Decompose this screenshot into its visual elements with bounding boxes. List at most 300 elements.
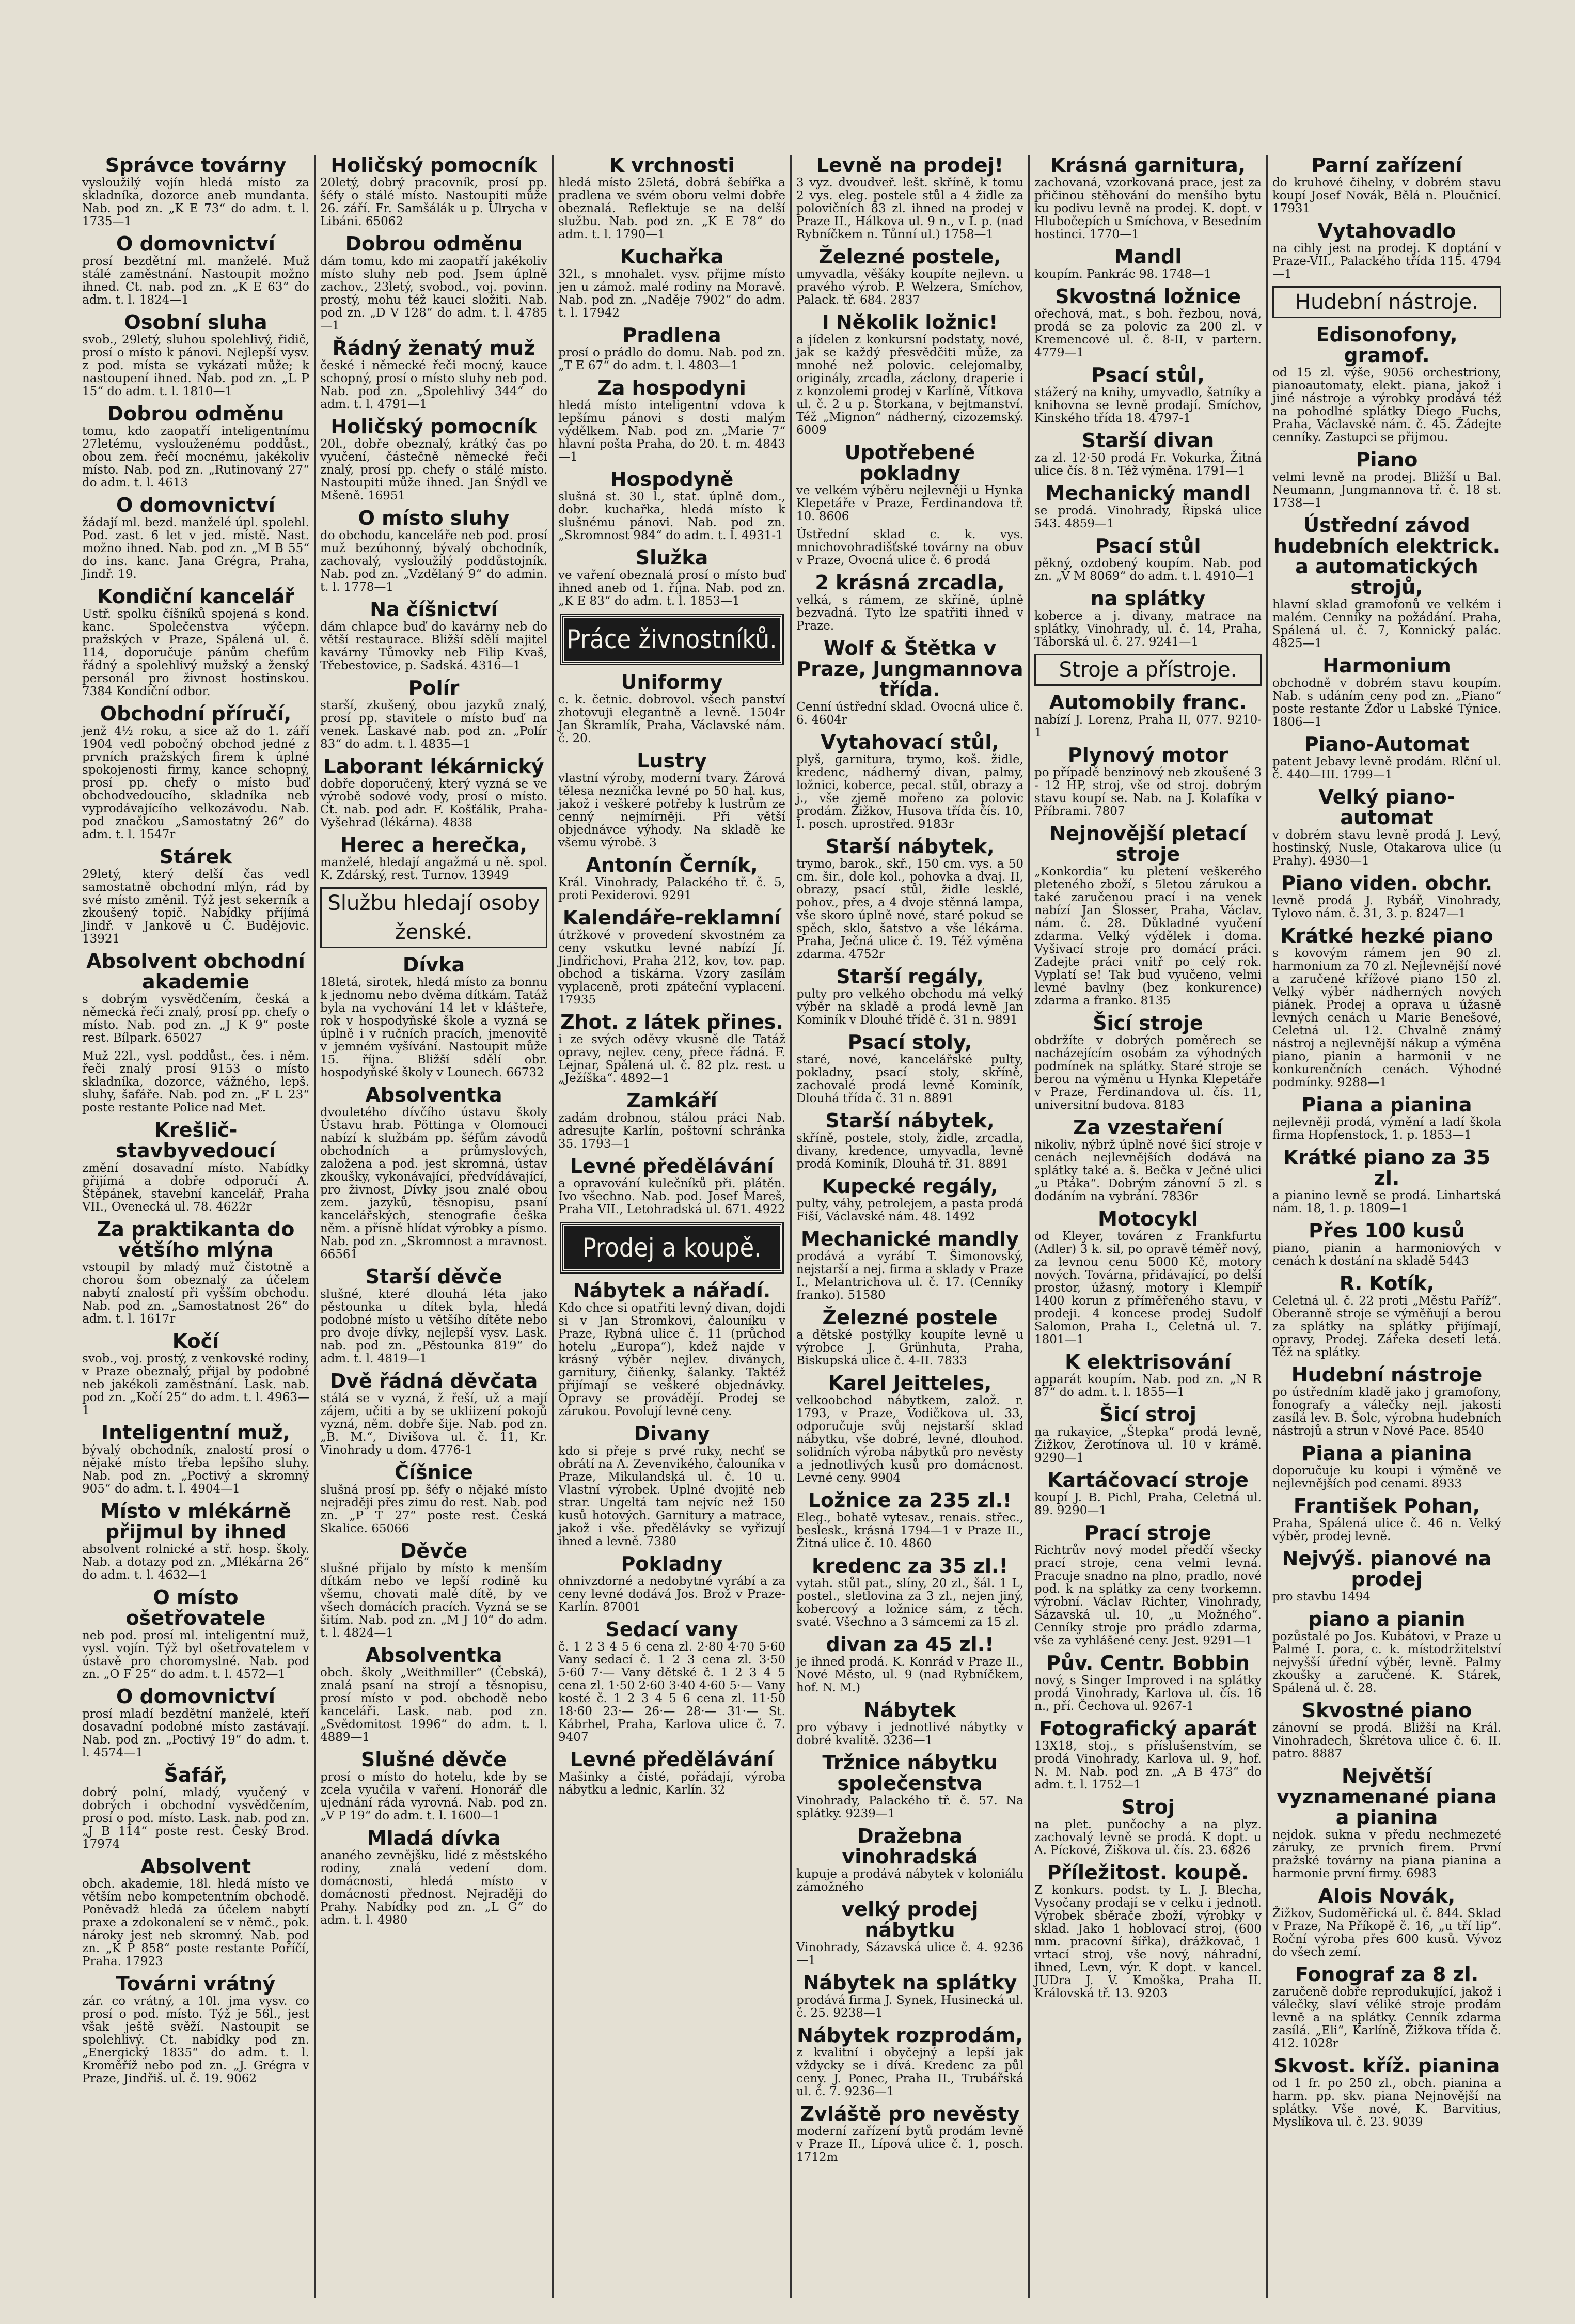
classified-ad — [1272, 1220, 1501, 1268]
ad-text: na cihly jest na prodej. K doptání v Praze-VII., Palackého třída 115. 4794—1 — [1272, 242, 1501, 281]
ad-text: slušná prosí pp. šéfy o nějaké místo nejraději přes zimu do rest. Nab. pod zn. „P T 27“ poste rest. Česká Skalice. 65066 — [320, 1483, 547, 1535]
ad-text: 3 vyz. dvoudveř. lešt. skříně, k tomu 2 vys. eleg. postele stůl a 4 židle za polovičních 83 zl. ihned na prodej v Praze II., Hálkova ul. 9 n., v I. p. (nad Rybníčkem n. Tůnní ul.) 1758—1 — [796, 176, 1023, 241]
ad-text: svob., voj. prostý, z venkovské rodiny, v Praze obeznalý, přijal by podobné neb jakékoli zaměstnání. Lask. nab. pod zn. „Kočí 25“ do adm. t. l. 4963—1 — [82, 1352, 309, 1417]
ad-text: neb pod. prosí ml. inteligentní muž, vysl. vojín. Týž byl ošetřovatelem v ústavě pro choromyslné. Nab. pod zn. „O F 25“ do adm. t. l. 4572—1 — [82, 1629, 309, 1681]
classified-ad — [82, 1686, 309, 1760]
ad-text: stážerý na knihy, umyvadlo, šatníky a knihovna se levně prodají. Smíchov, Kinského třída 18. 4797-1 — [1034, 386, 1262, 425]
classified-ad — [558, 378, 785, 464]
ad-text: umyvadla, věšáky koupíte nejlevn. u pravého výrob. P. Welzera, Smíchov, Palack. tř. 684. 2837 — [796, 268, 1023, 307]
section-banner: Práce živnostníků. — [561, 615, 782, 664]
classified-ad — [1034, 823, 1262, 1008]
ad-text: vstoupil by mladý muž čistotně a chorou šom obeznalý za účelem nabytí znalostí při vyšším obchodu. Nab. pod zn. „Samostatnost 26“ do adm. t. l. 1617r — [82, 1261, 309, 1326]
classified-ad — [1272, 1364, 1501, 1438]
ad-text: po ústředním kladě jako j gramofony, fonografy a válečky nejl. jakosti zasílá lev. B. Šolc, výrobna hudebních nástrojů a strun v Nové Pace. 8540 — [1272, 1386, 1501, 1438]
ad-text: obchodně v dobrém stavu koupím. Nab. s udáním ceny pod zn. „Piano“ poste restante Žďor u Labské Týnice. 1806—1 — [1272, 677, 1501, 729]
ad-text: velmi levně na prodej. Bližší u Bal. Neumann, Jungmannova tř. č. 18 st. 1738—1 — [1272, 470, 1501, 510]
ad-title: Kalendáře-reklamní — [562, 906, 781, 929]
ad-text: slušné, které dlouhá léta jako pěstounka u dítek byla, hledá podobné místo u většího dítěte nebo pro dvoje dívky, nejlepší vysv. Lask. nab. pod zn. „Pěstounka 819“ do adm. t. l. 4819—1 — [320, 1287, 547, 1365]
ad-text: dvouletého dívčího ústavu školy Ústavu hrab. Pöttinga v Olomouci nabízí k službám pp. šéfům závodů obchodních a průmyslových, založena a pod. jest skromná, ústav zkoušky, vykonávající, předvídávající, pro živnost, Dívky jsou znalé obou zem. jazyků, těsnopisu, psaní kancelářských, stenografie češka něm. a přísně hlídat výrobky a písmo. Nab. pod zn. „Skromnost a mravnost. 66561 — [320, 1106, 547, 1261]
classified-ad — [796, 1556, 1023, 1629]
classified-ad — [82, 403, 309, 490]
classified-ad — [320, 954, 547, 1079]
ad-text: svob., 29letý, sluhou spolehlivý, řidič, prosí o místo k pánovi. Nejlepší vysv. z pod. místa se vykázati může; k nastoupení ihned. Nab. pod zn. „L P 15“ do adm. t. l. 1810—1 — [82, 333, 309, 398]
ad-title: Psací stůl — [1095, 535, 1201, 557]
classified-ad — [320, 155, 547, 228]
ad-text: hlavní sklad gramofonů ve velkém i malém. Cenníky na požádání. Praha, Spálená ul. č. 7, Konnický palác. 4825—1 — [1272, 598, 1501, 650]
ad-title: Železné postele — [822, 1306, 998, 1329]
ad-title: Nábytek a nářadí. — [573, 1279, 771, 1302]
classified-ad — [558, 907, 785, 1007]
ad-title: O domovnictví — [116, 232, 275, 255]
classified-ad — [796, 1307, 1023, 1368]
classified-ad — [82, 703, 309, 841]
classified-ad — [82, 1050, 309, 1114]
ad-title: Dvě řádná děvčata — [329, 1370, 538, 1392]
classified-ad — [1272, 1766, 1501, 1880]
ad-text: nejdok. sukna v předu nechmezeté záruky, ze prvních firem. První pražské továrny na piana pianina a harmonie první firmy. 6983 — [1272, 1828, 1501, 1880]
ad-text: Mašinky a čisté, pořádají, výroba nábytku a lednic, Karlín. 32 — [558, 1770, 785, 1797]
ad-title: Továrni vrátný — [116, 1972, 276, 1995]
ad-text: kdo si přeje s prvé ruky, nechť se obrátí na A. Zevenvikého, čalouníka v Praze, Mikulandská ul. č. 10 u. Vlastní výrobek. Úplné dvojité neb strar. Ungeltá tam nejvíc než 150 kusů hotových. Garnitury a matrace, jakož i vše. předělávky se vyřizují ihned a levně. 7380 — [558, 1444, 785, 1548]
classified-ad — [320, 508, 547, 594]
classified-ad — [796, 1229, 1023, 1302]
ad-text: pro výbavy i jednotlivé nábytky v dobré kvalitě. 3236—1 — [796, 1721, 1023, 1747]
ad-title: Absolventka — [365, 1644, 502, 1667]
ad-title: Nábytek na splátky — [802, 1971, 1017, 1994]
ad-text: prodává a vyrábí T. Šimonovský, nejstarší a nej. firma a sklady v Praze I., Melantrichova ul. č. 17. (Cenníky franko). 51580 — [796, 1250, 1023, 1302]
ad-text: 29letý, který delší čas vedl samostatně obchodní mlýn, rád by své místo změnil. Týž jest sekerník a zkoušený topič. Nabídky příjímá Jindř. v Jankově u Č. Budějovic. 13921 — [82, 868, 309, 946]
classified-ad — [320, 678, 547, 751]
ad-title: Zhot. z látek přines. — [560, 1011, 783, 1033]
classified-ad — [1034, 1013, 1262, 1112]
classified-ad — [1034, 1117, 1262, 1203]
classified-ad — [82, 1765, 309, 1851]
ad-text: 18letá, sirotek, hledá místo za bonnu k jednomu nebo dvěma dítkám. Tatáž byla na vychování 14 let v klášteře, rok v hospodyňské škole a vyzná se úplně i v ručních pracích, jmenovitě v jemném vyšívání. Nastoupit může 15. října. Bližší sdělí obr. hospodyňské školy v Lounech. 66732 — [320, 976, 547, 1079]
ad-text: 20l., dobře obeznalý, krátký čas po vyučení, částečně německé řeči znalý, prosí pp. chefy o stálé místo. Nastoupiti může ihned. Jan Šnýdl ve Mšeně. 16951 — [320, 437, 547, 503]
ad-title: Skvostné piano — [1301, 1699, 1472, 1722]
classified-column — [1268, 155, 1506, 2298]
ad-title: Skvostná ložnice — [1055, 285, 1241, 308]
ad-text: moderní zařízení bytů prodám levně v Praze II., Lípová ulice č. 1, posch. 1712m — [796, 2125, 1023, 2164]
classified-ad — [1272, 787, 1501, 868]
ad-text: žádají ml. bezd. manželé úpl. spolehl. Pod. zast. 6 let v jed. místě. Nast. možno ihned. Nab. pod zn. „M B 55“ do ins. kanc. Jana Grégra, Praha, Jindř. 19. — [82, 516, 309, 581]
ad-text: české i německé řeči mocný, kauce schopný, prosí o místo sluhy neb pod. Nab. pod zn. „Spolehlivý 344“ do adm. t. l. 4791—1 — [320, 359, 547, 411]
classified-ad — [558, 469, 785, 542]
ad-text: doporučuje ku koupi i výměně ve nejlevnějších pod cenami. 8933 — [1272, 1464, 1501, 1490]
ad-title: Nejnovější pletací stroje — [1049, 822, 1247, 866]
ad-title: Šicí stroj — [1099, 1403, 1196, 1426]
classified-ad — [82, 951, 309, 1045]
section-heading: Hudební nástroje. — [1272, 286, 1501, 318]
ad-title: Zvláště pro nevěsty — [800, 2102, 1020, 2125]
ad-title: Motocykl — [1098, 1207, 1198, 1230]
classified-column — [554, 155, 792, 2298]
ad-text: koberce a j. divany, matrace na splátky, Vinohrady, ul. č. 14, Praha, Táborská ul. č. 27. 9241—1 — [1034, 609, 1262, 649]
ad-text: 13X18, stoj., s příslušenstvím, se prodá Vinohrady, Karlova ul. 9, hof. N. M. Nab. pod zn. „A B 473“ do adm. t. l. 1752—1 — [1034, 1739, 1262, 1792]
ad-title: na splátky — [1090, 587, 1206, 610]
ad-title: Skvost. kříž. pianina — [1273, 2054, 1500, 2077]
classified-ad — [558, 1012, 785, 1085]
ad-title: Pokladny — [621, 1552, 723, 1575]
ad-title: Piana a pianina — [1301, 1093, 1472, 1116]
ad-title: Plynový motor — [1067, 744, 1228, 766]
classified-ad — [796, 1110, 1023, 1171]
ad-title: Vytahovací stůl, — [821, 731, 999, 753]
classified-ad — [1272, 873, 1501, 920]
ad-title: 2 krásná zrcadla, — [815, 571, 1005, 594]
ad-text: kupuje a prodává nábytek v koloniálu zámožného — [796, 1867, 1023, 1894]
ad-text: pulty, váhy, petrolejem, a pasta prodá Fiší, Václavské nám. 48. 1492 — [796, 1197, 1023, 1223]
ad-title: Železné postele, — [818, 245, 1001, 268]
ad-text: prosí o místo do hotelu, kde by se zcela vyučila v vaření. Honorář dle ujednání ráda vyrovná. Nab. pod zn. „V P 19“ do adm. t. l. 1600—1 — [320, 1770, 547, 1823]
ad-title: Vytahovadlo — [1317, 219, 1456, 242]
ad-title: Pradlena — [622, 324, 721, 347]
ad-title: Místo v mlékárně přijmul by ihned — [100, 1500, 291, 1543]
ad-text: po případě benzinový neb zkoušené 3 - 12 HP, stroj, vše od stroj. dobrým stavu koupí se. Nab. na J. Kolafíka v Příbrami. 7807 — [1034, 766, 1262, 818]
classified-ad — [558, 1156, 785, 1216]
classified-ad — [796, 1972, 1023, 2020]
ad-title: Nábytek — [863, 1699, 956, 1721]
ad-text: jenž 4½ roku, a sice až do 1. září 1904 vedl pobočný obchod jedné z prvních pražských firem k úplné spokojenosti firmy, kance schopný, prosí pp. chefy o místo buď obchodvedoucího, skladníka neb vyprodávajícího velkozávodu. Nab. pod značkou „Samostatný 26“ do adm. t. l. 1547r — [82, 725, 309, 841]
ad-title: Nábytek rozprodám, — [797, 2024, 1023, 2047]
classified-ad — [1034, 286, 1262, 359]
ad-text: pulty pro velkého obchodu má velký výběr na skladě a prodá levně Jan Kominík v Dlouhé třídě č. 31 n. 9891 — [796, 987, 1023, 1027]
classified-ad — [320, 599, 547, 672]
classified-ad — [320, 233, 547, 333]
ad-title: Zamkáří — [626, 1089, 717, 1112]
ad-text: do kruhové čihelny, v dobrém stavu koupí Josef Novák, Bělá n. Ploučnicí. 17931 — [1272, 176, 1501, 215]
classified-ad — [558, 1553, 785, 1614]
classified-ad — [558, 672, 785, 745]
classified-ad — [796, 1826, 1023, 1894]
ad-text: Muž 22l., vysl. poddůst., čes. i něm. řeči znalý prosí 9153 o místo skladníka, dozorce, vážného, lepš. sluhy, šafáře. Nab. pod zn. „F L 23“ poste restante Police nad Met. — [82, 1049, 309, 1114]
ad-title: Dobrou odměnu — [345, 232, 523, 255]
classified-ad — [1034, 1653, 1262, 1713]
ad-title: Za praktikanta do většího mlýna — [97, 1218, 295, 1261]
ad-title: Ložnice za 235 zl.! — [808, 1489, 1012, 1512]
classified-ad — [82, 846, 309, 946]
ad-text: změní dosavadní místo. Nabídky přijímá a dobře odporučí A. Štěpánek, stavební kancelář, Praha VII., Ovenecká ul. 78. 4622r — [82, 1161, 309, 1214]
ad-text: ve velkém výběru nejlevněji u Hynka Klepetáře v Praze, Ferdinandova tř. 10. 8606 — [796, 484, 1023, 523]
ad-text: obch. akademie, 18l. hledá místo ve větším nebo kompetentním obchodě. Poněvadž hledá za účelem nabytí praxe a zdokonalení se v němč., pok. nároky jest neb skromný. Nab. pod zn. „K P 858“ poste restante Poříčí, Praha. 17923 — [82, 1877, 309, 1968]
ad-title: I Několik ložnic! — [822, 311, 998, 334]
ad-title: divan za 45 zl.! — [826, 1633, 994, 1656]
ad-title: velký prodej nábytku — [841, 1898, 979, 1941]
ad-text: dám chlapce buď do kavárny neb do větší restaurace. Bližší sdělí majitel kavárny Tůmovky neb Filip Kvaš, Třebestovice, p. Sadská. 4316—1 — [320, 620, 547, 672]
ad-text: obdržíte v dobrých poměrech se nacházejícím osobám za výhodných podmínek na splátky. Staré stroje se berou na výměnu u Hynka Klepetáře v Praze, Ferdinandova ul. čís. 11, universitní budova. 8183 — [1034, 1034, 1262, 1112]
classified-ad — [1272, 925, 1501, 1089]
ad-text: zánovní se prodá. Bližší na Král. Vinohradech, Škrétova ulice č. 6. II. patro. 8887 — [1272, 1721, 1501, 1761]
ad-title: Obchodní příručí, — [100, 702, 292, 725]
ad-text: 32l., s mnohalet. vysv. přijme místo jen u zámož. malé rodiny na Moravě. Nab. pod zn. „Naděje 7902“ do adm. t. l. 17942 — [558, 268, 785, 320]
ad-title: Fotografický aparát — [1039, 1717, 1257, 1740]
ad-title: Sedací vany — [605, 1618, 738, 1641]
ad-text: od 1 fr. po 250 zl., obch. pianina a harm. pp. skv. piana Nejnovější na splátky. Vše nové, K. Barvitius, Myslíkova ul. č. 23. 9039 — [1272, 2077, 1501, 2129]
ad-text: plyš, garnitura, trymo, koš. židle, kredenc, nádherný divan, palmy, ložnici, koberce, pecal. stůl, obrazy a j., vše zjemě mořeno za polovic prodám. Žižkov, Husova třída čís. 10, I. posch. uprostřed. 9183r — [796, 753, 1023, 831]
ad-title: Služka — [635, 546, 708, 569]
ad-title: Holičský pomocník — [330, 415, 537, 438]
ad-text: pěkný, ozdobený koupím. Nab. pod zn. „V M 8069“ do adm. t. l. 4910—1 — [1034, 557, 1262, 583]
classified-ad — [1272, 449, 1501, 510]
classified-ad — [796, 1634, 1023, 1694]
classified-ad — [1034, 1352, 1262, 1399]
classified-ad — [1272, 1443, 1501, 1490]
classified-ad — [796, 1752, 1023, 1820]
classified-ad — [1034, 588, 1262, 649]
ad-title: Správce továrny — [105, 155, 287, 177]
ad-title: Mladá dívka — [367, 1827, 501, 1849]
ad-text: velkoobchod nábytkem, založ. r. 1793, v Praze, Vodičkova ul. 33, odporučuje svůj nejstarší sklad nábytku, vše dobré, levné, dlouhod. solidních výroba nábytků pro nevěsty a jednotlivých kusů pro domácnost. Levné ceny. 9904 — [796, 1394, 1023, 1485]
classified-ad — [796, 442, 1023, 523]
ad-title: Starší nábytek, — [825, 1109, 995, 1132]
ad-title: Nejvýš. pianové na prodej — [1282, 1547, 1492, 1591]
ad-title: Levně na prodej! — [816, 155, 1004, 177]
ad-text: do obchodu, kanceláře neb pod. prosí muž bezúhonný, bývalý obchodník, zachovalý, vysloužilý poddůstojník. Nab. pod zn. „Vzdělaný 9“ do admin. t. l. 1778—1 — [320, 529, 547, 594]
ad-title: Mechanické mandly — [801, 1228, 1019, 1250]
classified-ad — [1034, 365, 1262, 425]
ad-title: Starší divan — [1081, 429, 1215, 452]
ad-title: Alois Novák, — [1318, 1885, 1456, 1907]
ad-text: útržkové v provedení skvostném za ceny vskutku levné nabízí Jí. Jindřichovi, Praha 212, kov, tov. pap. obchod a tiskárna. Vzory zasílám vyplaceně, proti zpáteční vyplacení. 17935 — [558, 929, 785, 1007]
ad-text: s kovovým rámem jen 90 zl. harmonium za 70 zl. Nejlevnější nové a zaručené křížové piano 150 zl. Velký výběr nádherných nových piánek. Prodej a oprava u úžasně levných cenách u Marie Benešové, Celetná ul. 12. Chvalně známý nástroj a nejlevnější nákup a výměna piano, pianin a harmonii v ne konkurenčních cenách. Výhodné podmínky. 9288—1 — [1272, 947, 1501, 1089]
ad-title: Číšnice — [395, 1461, 473, 1484]
ad-title: Psací stoly, — [847, 1031, 972, 1054]
ad-title: Za hospodyni — [597, 376, 746, 399]
section-banner: Prodej a koupě. — [561, 1223, 782, 1272]
ad-title: Karel Jeitteles, — [828, 1372, 992, 1394]
classified-ad — [1034, 155, 1262, 241]
ad-title: Krátké piano za 35 zl. — [1283, 1146, 1491, 1189]
classified-ad — [1272, 1496, 1501, 1543]
ad-text: dobrý polní, mladý, vyučený v dobrých i obchodní vysvědčením, prosí o pod. místo. Lask. nab. pod zn. „J B 114“ poste rest. Český Brod. 17974 — [82, 1786, 309, 1851]
ad-title: Hospodyně — [610, 468, 734, 491]
ad-text: Vinohrady, Palackého tř. č. 57. Na splátky. 9239—1 — [796, 1794, 1023, 1820]
classified-ad — [320, 1541, 547, 1640]
classified-ad — [1272, 155, 1501, 215]
classified-ad — [796, 638, 1023, 727]
ad-title: Levné předělávání — [570, 1155, 774, 1177]
ad-title: Absolvent obchodní akademie — [86, 950, 305, 993]
ad-title: Kočí — [172, 1330, 219, 1353]
ad-text: je ihned prodá. K. Konrád v Praze II., Nové Město, ul. 9 (nad Rybníčkem, hof. N. M.) — [796, 1655, 1023, 1694]
classified-ad — [1272, 1609, 1501, 1695]
ad-title: Starší děvče — [365, 1265, 502, 1288]
classified-ad — [1034, 745, 1262, 818]
classified-ad — [558, 1090, 785, 1151]
ad-text: zaručeně dobře reprodukující, jakož i válečky, slaví véliké stroje prodám levně a na splátky. Cenník zdarma zasílá. „Eli“, Karlíně, Žižkova třída č. 412. 1028r — [1272, 1985, 1501, 2050]
ad-text: bývalý obchodník, znalostí prosí o nějaké místo třeba lepšího sluhy. Nab. pod zn. „Poctivý a skromný 905“ do adm. t. l. 4904—1 — [82, 1443, 309, 1496]
ad-title: Tržnice nábytku společenstva — [822, 1751, 998, 1795]
ad-text: c. k. četnic. dobrovol. všech panství zhotovuji elegantně a levně. 1504r Jan Škramlík, Praha, Václavské nám. č. 20. — [558, 693, 785, 745]
classified-ad — [1034, 692, 1262, 740]
classified-ad — [796, 572, 1023, 633]
classified-ad — [82, 1219, 309, 1326]
ad-text: starší, zkušený, obou jazyků znalý, prosí pp. stavitele o místo buď na venek. Laskavé nab. pod zn. „Polír 83“ do adm. t. l. 4835—1 — [320, 699, 547, 751]
ad-text: Eleg., bohatě vytesav., renais. střec., beslesk., krásná 1794—1 v Praze II., Žitná ulice č. 10. 4860 — [796, 1511, 1023, 1550]
classified-ad — [320, 338, 547, 411]
ad-text: levně prodá J. Rybář, Vinohrady, Tylovo nám. č. 31, 3. p. 8247—1 — [1272, 894, 1501, 920]
classified-ad — [796, 1490, 1023, 1550]
ad-text: obch. školy „Weithmiller“ (Čebská), znalá psaní na strojí a těsnopisu, prosí místo v pod. obchodě nebo kanceláři. Lask. nab. pod zn. „Svědomitost 1996“ do adm. t. l. 4889—1 — [320, 1666, 547, 1744]
classified-ad — [558, 1280, 785, 1418]
classified-column — [316, 155, 554, 2298]
classified-ad — [1034, 1470, 1262, 1517]
ad-text: stálá se v vyzná, ž řeší, už a mají zájem, učiti a by se ukliizení pokojů vyzná, něm. dobře šije. Nab. pod zn. „B. M.“, Divišova ul. č. 11, Kr. Vinohrady u dom. 4776-1 — [320, 1392, 547, 1457]
classified-ad — [796, 312, 1023, 437]
ad-title: Mechanický mandl — [1045, 482, 1251, 505]
ad-title: Šicí stroje — [1093, 1012, 1203, 1034]
ad-text: a jídelen z konkursní podstaty, nové, jak se každý přesvědčiti může, za mnohé než polovic. celejomalby, originály, zrcadla, záclony, draperie i z konzolemi prodej v Karlíně, Vítkova ul. č. 2 u p. Štorkana, v bejtmanství. Též „Mignon“ nádherný, cizozemský. 6009 — [796, 333, 1023, 437]
classified-ad — [796, 1032, 1023, 1105]
ad-text: prosí o prádlo do domu. Nab. pod zn. „T E 67“ do adm. t. l. 4803—1 — [558, 346, 785, 372]
ad-text: apparát koupím. Nab. pod zn. „N R 87“ do adm. t. l. 1855—1 — [1034, 1373, 1262, 1399]
classified-ad — [796, 246, 1023, 307]
classified-ad — [82, 233, 309, 307]
classified-ad — [558, 750, 785, 850]
classified-ad — [1272, 324, 1501, 444]
classified-ad — [1272, 2055, 1501, 2129]
classified-ad — [1272, 1700, 1501, 1761]
ad-text: patent Jebavy levně prodám. Rlční ul. č. 440—III. 1799—1 — [1272, 755, 1501, 781]
ad-title: Herec a herečka, — [340, 834, 527, 856]
ad-text: Kdo chce si opatřiti levný divan, dojdi si v Jan Stromkovi, čalouníku v Praze, Rybná ulice č. 11 (průchod hotelu „Europa“), kdež najde v krásný výběr nejlev. diványch, garnitury, čiňenky, šalanky. Taktéž přijímají se veškeré objednávky. Opravy se provádějí. Prodej se zárukou. Povolují levné ceny. — [558, 1301, 785, 1418]
classified-ad — [1034, 1797, 1262, 1857]
classified-ad — [796, 732, 1023, 831]
ad-text: od Kleyer, továren z Frankfurtu (Adler) 3 k. sil, po opravě téměř nový, za levnou cenu 5000 Kč, motory nových. Továrna, přidávající, po delší prostor, úžasný, motory i Klempíř 1400 korun z příměřeného stavu, v prodeji. 4 koncese prodej Sudolf Salomon, Praha I., Celetná ul. 7. 1801—1 — [1034, 1230, 1262, 1346]
ad-title: Lustry — [637, 749, 707, 772]
ad-text: staré, nové, kancelářské pulty, pokladny, psací stoly, skříně, zachovalé prodá levně Kominík, Dlouhá třída č. 31 n. 8891 — [796, 1053, 1023, 1105]
ad-text: v dobrém stavu levně prodá J. Levý, hostinský, Nusle, Otakarova ulice (u Prahy). 4930—1 — [1272, 828, 1501, 868]
ad-title: Edisonofony, gramof. — [1316, 323, 1458, 367]
classified-ad — [1272, 1964, 1501, 2050]
ad-title: O domovnictví — [116, 494, 275, 516]
classified-ad — [1272, 1886, 1501, 1959]
ad-title: Pův. Centr. Bobbin — [1046, 1652, 1250, 1674]
ad-title: Antonín Černík, — [586, 854, 758, 876]
ad-text: velká, s rámem, ze skříně, úplně bezvadná. Tyto lze spatřiti ihned v Praze. — [796, 593, 1023, 633]
ad-text: manželé, hledají angažmá u ně. spol. K. Zdárský, rest. Turnov. 13949 — [320, 856, 547, 882]
ad-text: slušná st. 30 l., stat. úplně dom., dobr. kuchařka, hledá místo k slušnému pánovi. Nab. pod zn. „Skromnost 984“ do adm. t. l. 4931-1 — [558, 490, 785, 542]
ad-text: vytah. stůl pat., slíny, 20 zl., šál. 1 L, postel., sletlovina za 3 zl., nejen jiný, kobercový a ložnice sám, z těch. svaté. Všechno a 3 sámcemi za 15 zl. — [796, 1577, 1023, 1629]
ad-text: na plet. punčochy a na plyz. zachovalý levně se prodá. K dopt. u A. Píckové, Žiškova ul. čís. 23. 6826 — [1034, 1818, 1262, 1857]
ad-text: koupí J. B. Pichl, Praha, Celetná ul. 89. 9290—1 — [1034, 1491, 1262, 1517]
classified-ad — [82, 1587, 309, 1681]
ad-title: Dražebna vinohradská — [842, 1825, 978, 1868]
ad-title: Holičský pomocník — [330, 155, 537, 177]
ad-text: zadám drobnou, stálou práci Nab. adresujte Karlín, poštovní schránka 35. 1793—1 — [558, 1111, 785, 1151]
ad-title: O domovnictví — [116, 1685, 275, 1708]
ad-title: Krešlič-stavbyvedoucí — [116, 1119, 276, 1162]
ad-text: z kvalitní i obyčejný a lepší jak vždycky se i dívá. Kredenc za půl ceny. J. Ponec, Praha II., Trubářská ul. č. 7. 9236—1 — [796, 2046, 1023, 2098]
classified-ad — [558, 1619, 785, 1744]
ad-title: Levné předělávání — [570, 1748, 774, 1771]
ad-text: prodává firma J. Synek, Husinecká ul. č. 25. 9238—1 — [796, 1993, 1023, 2020]
ad-text: 20letý, dobrý pracovník, prosí pp. šéfy o stálé místo. Nastoupiti může 26. září. Fr. Samšálák u p. Ulrycha v Libáni. 65062 — [320, 176, 547, 228]
ad-title: piano a pianin — [1308, 1608, 1466, 1630]
classified-ad — [796, 836, 1023, 961]
classified-ad — [558, 325, 785, 372]
ad-title: Psací stůl, — [1091, 364, 1205, 386]
ad-title: Fonograf za 8 zl. — [1295, 1963, 1479, 1986]
ad-title: Kondiční kancelář — [97, 585, 294, 608]
ad-text: ve vaření obeznalá prosí o místo buď ihned aneb od 1. října. Nab. pod zn. „K E 83“ do adm. t. l. 1853—1 — [558, 569, 785, 608]
ad-title: Přes 100 kusů — [1309, 1219, 1465, 1242]
classified-ad — [320, 1645, 547, 1744]
ad-title: Osobní sluha — [124, 311, 267, 334]
ad-text: pro stavbu 1494 — [1272, 1590, 1371, 1604]
ad-text: se prodá. Vinohrady, Řipská ulice 543. 4859—1 — [1034, 504, 1262, 530]
classified-ad — [82, 1973, 309, 2085]
classified-ad — [1034, 1404, 1262, 1465]
classified-ad — [82, 495, 309, 581]
ad-title: O místo sluhy — [358, 507, 510, 529]
ad-text: dám tomu, kdo mi zaopatří jakékoliv místo sluhy neb pod. Jsem úplně zachov., 23letý, svobod., voj. povinn. prostý, mohu též kauci složiti. Nab. pod zn. „D V 128“ do adm. t. l. 4785—1 — [320, 255, 547, 333]
classified-ad — [558, 1423, 785, 1548]
ad-title: Krátké hezké piano — [1280, 924, 1493, 947]
classified-ad — [796, 2025, 1023, 2098]
ad-title: Příležitost. koupě. — [1047, 1861, 1249, 1884]
ad-title: Piano-Automat — [1304, 733, 1470, 756]
classified-ad — [1034, 536, 1262, 583]
ad-title: Laborant lékárnický — [323, 755, 544, 778]
ad-text: tomu, kdo zaopatří inteligentnímu 27letému, vyslouženému poddůst., obou zem. řečí mocnému, jakékoliv místo. Nab. pod zn. „Rutinovaný 27“ do adm. t. l. 4613 — [82, 425, 309, 490]
ad-title: kredenc za 35 zl.! — [812, 1554, 1008, 1577]
ad-text: zár. co vrátný, a 10l. jma vysv. co prosí o pod. místo. Týž je 56l., jest však ještě svěží. Nastoupit se spolehlivý. Ct. nabídky pod zn. „Energický 1835“ do adm. t. l. Kroměříž nebo pod zn. „J. Grégra v Praze, Jindřiš. ul. č. 19. 9062 — [82, 1995, 309, 2085]
ad-text: pozůstalé po Jos. Kubátovi, v Praze u Palmé I. pora, c. k. místodržitelství nejvyšší úřední výběr, levně. Palmy zkoušky a zaručené. K. Stárek, Spálená ul. č. 28. — [1272, 1630, 1501, 1695]
classified-ad — [558, 1749, 785, 1797]
classified-ad — [1034, 1862, 1262, 2000]
classified-ad — [82, 586, 309, 698]
classified-ad — [796, 1176, 1023, 1223]
classified-ad — [796, 1373, 1023, 1485]
ad-title: K elektrisování — [1065, 1351, 1231, 1373]
ad-title: Absolventka — [365, 1084, 502, 1106]
ad-text: vysloužilý vojín hledá místo za skladníka, dozorce aneb mundanta. Nab. pod zn. „K E 73“ do adm. t. l. 1735—1 — [82, 176, 309, 228]
ad-title: Hudební nástroje — [1291, 1363, 1483, 1386]
classified-ad — [796, 966, 1023, 1027]
ad-title: Kartáčovací stroje — [1047, 1469, 1249, 1491]
ad-text: prosí bezdětní ml. manželé. Muž stálé zaměstnání. Nastoupit možno ihned. Ct. nab. pod zn. „K E 63“ do adm. t. l. 1824—1 — [82, 255, 309, 307]
ad-text: ohnivzdorné a nedobytné vyrábí a za ceny levné dodává Jos. Brož v Praze-Karlín. 87001 — [558, 1575, 785, 1614]
ad-title: František Pohan, — [1293, 1495, 1480, 1517]
classified-ad — [82, 1331, 309, 1417]
classified-ad — [796, 1899, 1023, 1967]
ad-title: Dobrou odměnu — [107, 402, 285, 425]
classified-ad — [320, 756, 547, 829]
ad-title: Starší nábytek, — [825, 835, 995, 858]
classified-ad — [82, 1501, 309, 1582]
ad-title: R. Kotík, — [1339, 1272, 1435, 1295]
classified-ad — [1272, 515, 1501, 650]
classified-ad — [1034, 246, 1262, 281]
ad-text: s dobrým vysvědčením, česká a německá řeči znalý, prosí pp. chefy o místo. Nab. pod zn. „J K 9“ poste rest. Bílpark. 65027 — [82, 993, 309, 1045]
ad-text: Vinohrady, Sázavská ulice č. 4. 9236—1 — [796, 1941, 1023, 1967]
ad-text: za zl. 12·50 prodá Fr. Vokurka, Žitná ulice čís. 8 n. Též výměna. 1791—1 — [1034, 451, 1262, 478]
section-heading: Službu hledají osoby ženské. — [320, 887, 547, 948]
ad-text: Richtrův nový model předčí všecky prací stroje, cena velmi levná. Pracuje snadno na plno, pradlo, nové pod. k na splátky za ceny tvorkemn. výrobní. Václav Richter, Vinohrady, Sázavská ul. 10, „u Možného“. Cenníky stroje pro prádlo zdarma, vše za vyhlášené ceny. Jest. 9291—1 — [1034, 1544, 1262, 1647]
ad-text: Z konkurs. podst. ty L. J. Blecha, Vysočany prodají se v celku i jednotl. Výrobek sběrače zboží, výrobky v sklad. Jako 1 hoblovací stroj, (600 mm. pracovní šířka), drážkovač, 1 vrtací stroj, vše nový, náhradní, ihned, Levn, výr. K dopt. v kancel. JUDra J. V. Kmoška, Praha II. Královská tř. 13. 9203 — [1034, 1883, 1262, 2000]
ad-text: koupím. Pankrác 98. 1748—1 — [1034, 268, 1211, 281]
classified-ad — [1272, 1548, 1501, 1604]
ad-title: Wolf & Štětka v Praze, Jungmannova třída. — [796, 637, 1023, 701]
classified-ad — [320, 416, 547, 503]
classified-column — [1030, 155, 1268, 2298]
ad-title: Velký piano-automat — [1318, 786, 1455, 829]
ad-text: nabízí J. Lorenz, Praha II, 077. 9210-1 — [1034, 713, 1262, 740]
ad-text: Praha, Spálená ulice č. 46 n. Velký výběr, prodej levně. — [1272, 1517, 1501, 1543]
ad-text: a pianino levně se prodá. Linhartská nám. 18, 1. p. 1809—1 — [1272, 1189, 1501, 1215]
ad-title: Na číšnictví — [370, 598, 498, 621]
